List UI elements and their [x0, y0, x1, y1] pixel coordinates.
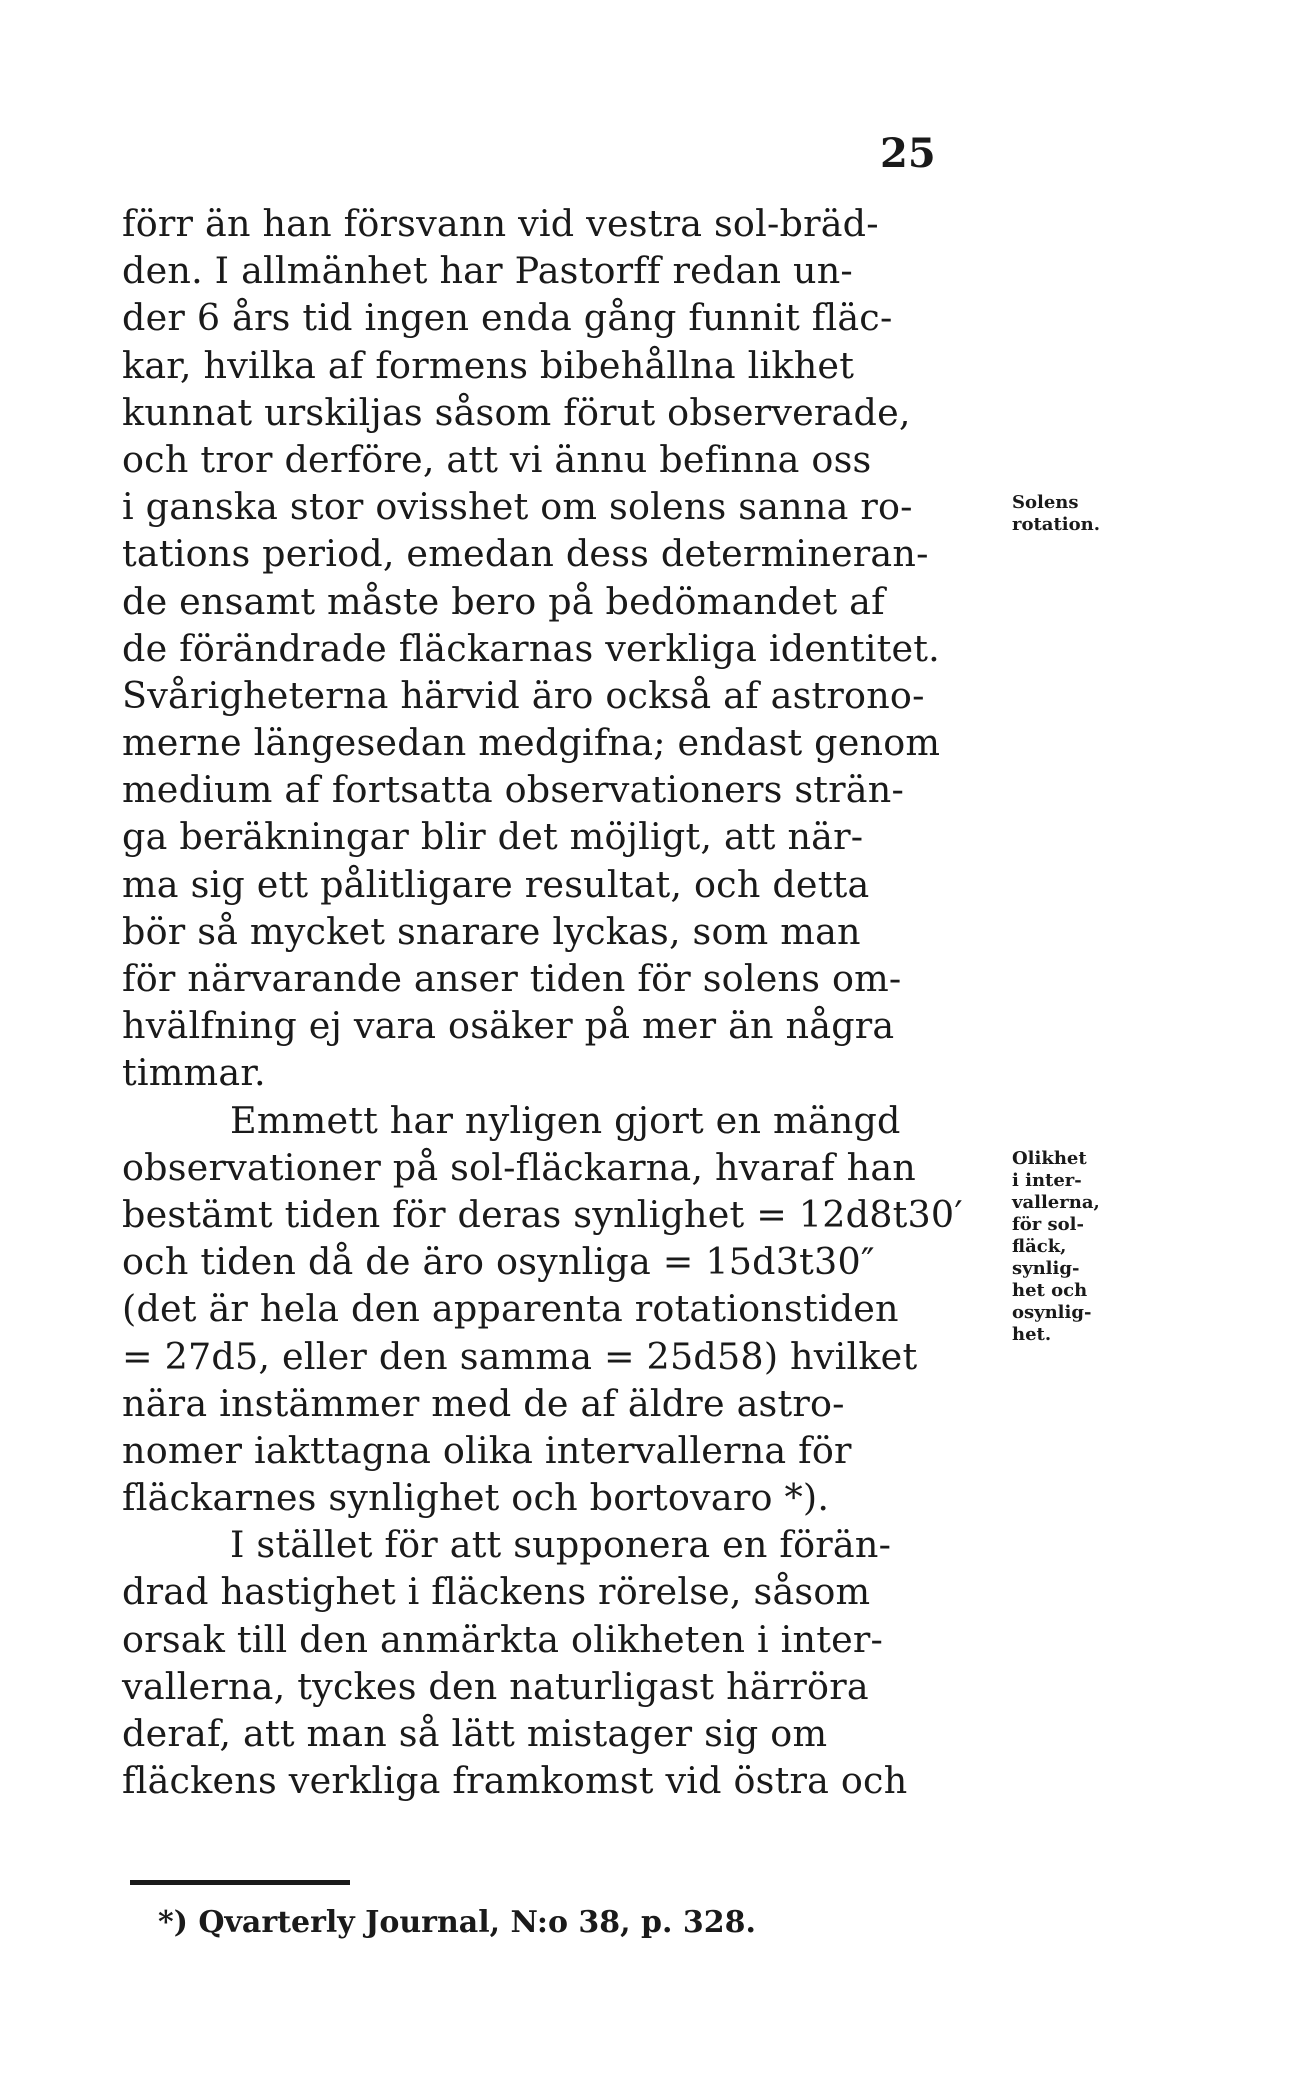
text-line: observationer på sol-fläckarna, hvaraf han [122, 1145, 916, 1189]
text-line: = 27d5, eller den samma = 25d58) hvilket [122, 1334, 918, 1378]
text-line: (det är hela den apparenta rotationstiden [122, 1287, 899, 1331]
footnote: *) Qvarterly Journal, N:o 38, p. 328. [158, 1905, 756, 1940]
body-text [122, 200, 1002, 1804]
text-line: hvälfning ej vara osäker på mer än några [122, 1004, 895, 1048]
text-line: nära instämmer med de af äldre astro- [122, 1381, 845, 1425]
text-line: förr än han försvann vid vestra sol-bräd- [122, 202, 879, 245]
text-line: de ensamt måste bero på bedömandet af [122, 579, 885, 623]
text-line: medium af fortsatta observationers strän- [122, 768, 904, 812]
text-line: I stället för att supponera en förän- [230, 1523, 892, 1567]
margin-note-line: Olikhet [1012, 1148, 1087, 1169]
margin-note-line: Solens [1012, 492, 1079, 513]
page-number: 25 [880, 130, 936, 177]
text-line: orsak till den anmärkta olikheten i inter- [122, 1617, 884, 1661]
text-line: fläckens verkliga framkomst vid östra och [122, 1759, 908, 1803]
text-line: de förändrade fläckarnas verkliga identitet. [122, 626, 940, 670]
margin-note-solens-rotation [1012, 492, 1300, 536]
margin-note-line: vallerna, [1012, 1192, 1100, 1213]
text-line: der 6 års tid ingen enda gång funnit fläc- [122, 296, 893, 340]
text-line: nomer iakttagna olika intervallerna för [122, 1428, 852, 1472]
text-line: vallerna, tyckes den naturligast härröra [122, 1664, 869, 1708]
text-line: ma sig ett pålitligare resultat, och detta [122, 862, 870, 906]
text-line: för närvarande anser tiden för solens om- [122, 957, 902, 1000]
text-line: kar, hvilka af formens bibehållna likhet [122, 343, 855, 387]
margin-note-line: osynlig- [1012, 1302, 1092, 1323]
margin-note-line: rotation. [1012, 514, 1100, 535]
margin-note-line: het och [1012, 1280, 1088, 1301]
text-line: i ganska stor ovisshet om solens sanna ro- [122, 485, 913, 529]
text-line: bestämt tiden för deras synlighet = 12d8t30′ [122, 1192, 963, 1236]
text-line: och tror derföre, att vi ännu befinna oss [122, 437, 872, 481]
margin-note-line: för sol- [1012, 1214, 1084, 1235]
text-line: tations period, emedan dess determineran- [122, 532, 929, 576]
text-line: kunnat urskiljas såsom förut observerade, [122, 390, 911, 434]
text-line: ga beräkningar blir det möjligt, att när- [122, 815, 864, 859]
text-line: bör så mycket snarare lyckas, som man [122, 909, 861, 953]
text-line: merne längesedan medgifna; endast genom [122, 721, 941, 765]
margin-note-line: i inter- [1012, 1170, 1082, 1191]
text-line: drad hastighet i fläckens rörelse, såsom [122, 1570, 871, 1614]
text-line: Svårigheterna härvid äro också af astrono- [122, 673, 925, 717]
margin-note-line: het. [1012, 1324, 1052, 1345]
footnote-rule [130, 1880, 350, 1885]
text-line: timmar. [122, 1051, 266, 1095]
margin-note-olikhet [1012, 1148, 1300, 1346]
text-line: deraf, att man så lätt mistager sig om [122, 1712, 828, 1755]
margin-note-line: fläck, [1012, 1236, 1067, 1257]
margin-note-line: synlig- [1012, 1258, 1080, 1279]
text-line: den. I allmänhet har Pastorff redan un- [122, 249, 853, 293]
text-line: och tiden då de äro osynliga = 15d3t30″ [122, 1240, 875, 1284]
text-line: fläckarnes synlighet och bortovaro *). [122, 1476, 830, 1520]
text-line: Emmett har nyligen gjort en mängd [230, 1098, 901, 1142]
